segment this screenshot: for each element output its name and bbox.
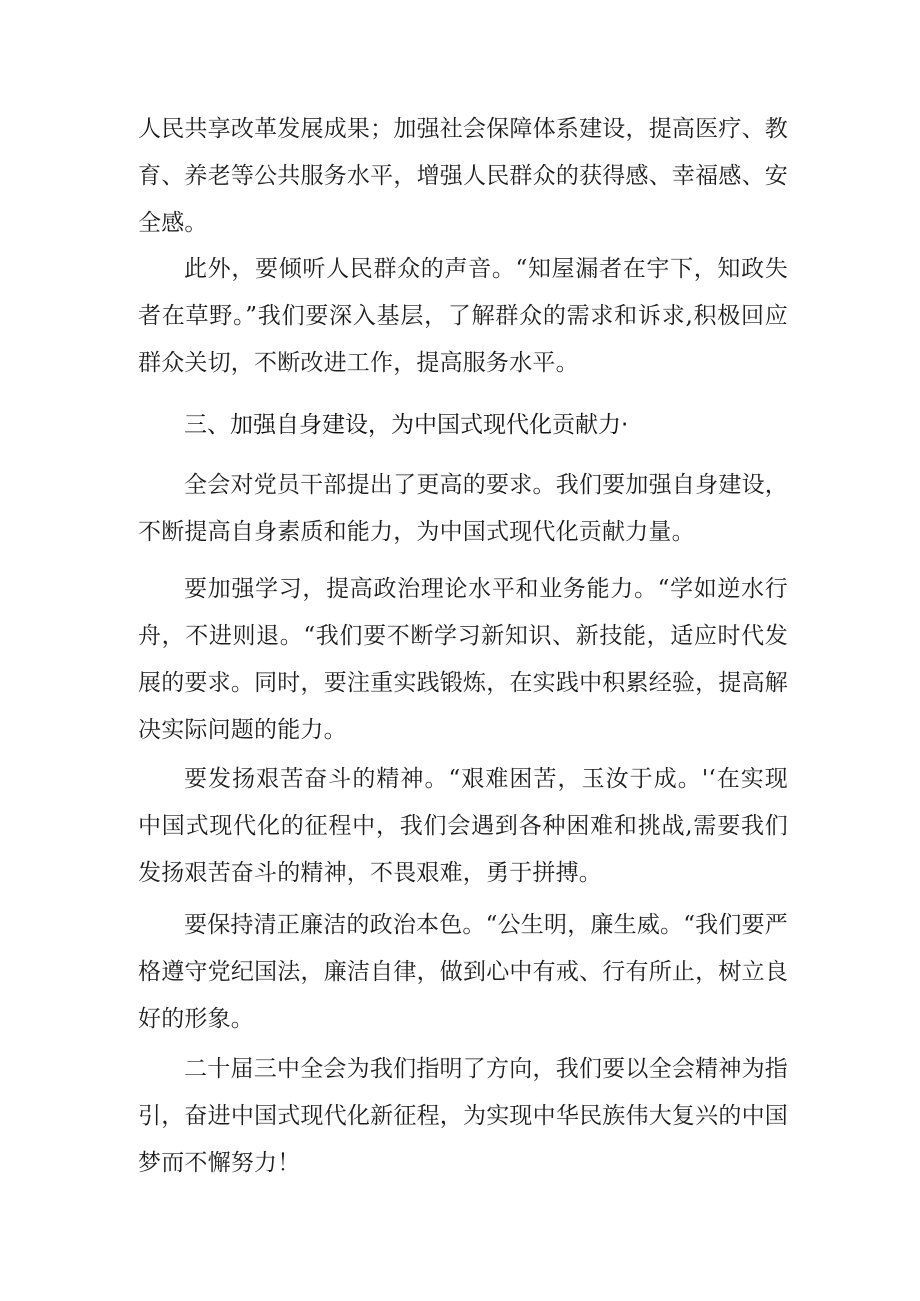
- paragraph-hard-work: 要发扬艰苦奋斗的精神。“艰难困苦，玉汝于成。'‘在实现中国式现代化的征程中，我们会遇到各种困难和挑战,需要我们发扬艰苦奋斗的精神，不畏艰难，勇于拼搏。: [138, 766, 788, 886]
- section-heading-three: 三、加强自身建设，为中国式现代化贡献力·: [184, 412, 629, 438]
- paragraph-integrity: 要保持清正廉洁的政治本色。“公生明，廉生威。“我们要严格遵守党纪国法，廉洁自律，做到心中有戒、行有所止，树立良好的形象。: [138, 912, 788, 1032]
- paragraph-learning: 要加强学习，提高政治理论水平和业务能力。“学如逆水行舟，不进则退。“我们要不断学习新知识、新技能，适应时代发展的要求。同时，要注重实践锻炼，在实践中积累经验，提高解决实际问题的能力。: [138, 576, 788, 743]
- paragraph-conclusion: 二十届三中全会为我们指明了方向，我们要以全会精神为指引，奋进中国式现代化新征程，为实现中华民族伟大复兴的中国梦而不懈努力！: [138, 1056, 788, 1176]
- paragraph-social-security: 人民共享改革发展成果；加强社会保障体系建设，提高医疗、教育、养老等公共服务水平，增强人民群众的获得感、幸福感、安全感。: [138, 116, 788, 236]
- paragraph-listen-to-people: 此外，要倾听人民群众的声音。“知屋漏者在宇下，知政失者在草野。”我们要深入基层，了解群众的需求和诉求,积极回应群众关切，不断改进工作，提高服务水平。: [138, 256, 788, 376]
- paragraph-self-building: 全会对党员干部提出了更高的要求。我们要加强自身建设，不断提高自身素质和能力，为中国式现代化贡献力量。: [138, 472, 788, 545]
